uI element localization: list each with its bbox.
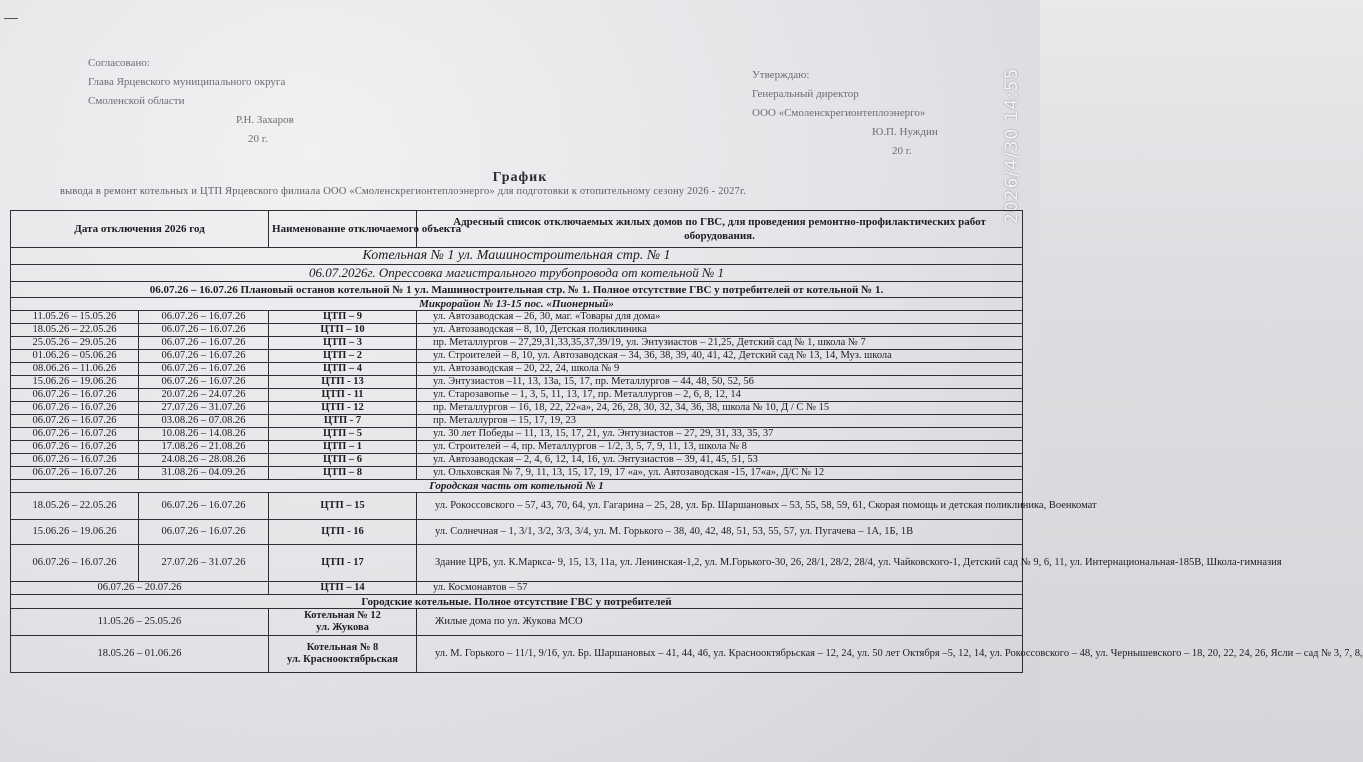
approval-right-line1: Генеральный директор — [752, 88, 859, 100]
object-cell: ЦТП – 15 — [269, 493, 417, 520]
city-boilers-title: Городские котельные. Полное отсутствие ГВС у потребителей — [11, 595, 1023, 609]
approval-right-date: 20 г. — [892, 145, 912, 157]
date-cell-1: 06.07.26 – 16.07.26 — [11, 428, 139, 441]
table-row — [11, 402, 1023, 415]
planned-stop-text: 06.07.26 – 16.07.26 Плановый останов котельной № 1 ул. Машиностроительная стр. № 1. Полное отсутствие ГВС у потребителей от котельной № 1. — [11, 282, 1023, 298]
approval-left-line2: Смоленской области — [88, 95, 185, 107]
table-header-row — [11, 211, 1023, 248]
address-cell: ул. Автозаводская – 26, 30, маг. «Товары для дома» — [417, 311, 1023, 324]
table-row — [11, 520, 1023, 545]
table-row — [11, 454, 1023, 467]
date-cell-1: 18.05.26 – 22.05.26 — [11, 324, 139, 337]
date-cell-1: 06.07.26 – 16.07.26 — [11, 415, 139, 428]
date-cell-2: 17.08.26 – 21.08.26 — [139, 441, 269, 454]
table-row — [11, 493, 1023, 520]
object-cell: ЦТП – 1 — [269, 441, 417, 454]
planned-stop-row — [11, 282, 1023, 298]
address-cell: ул. Строителей – 4, пр. Металлургов – 1/2, 3, 5, 7, 9, 11, 13, школа № 8 — [417, 441, 1023, 454]
date-cell-1: 15.06.26 – 19.06.26 — [11, 520, 139, 545]
table-row — [11, 609, 1023, 636]
date-cell: 06.07.26 – 20.07.26 — [11, 582, 269, 595]
approval-left-signature: Р.Н. Захаров — [236, 114, 294, 126]
date-cell: 18.05.26 – 01.06.26 — [11, 636, 269, 673]
date-cell-1: 15.06.26 – 19.06.26 — [11, 376, 139, 389]
object-cell: ЦТП – 8 — [269, 467, 417, 480]
boiler1-subtitle-row — [11, 265, 1023, 282]
date-cell-1: 06.07.26 – 16.07.26 — [11, 389, 139, 402]
table-row — [11, 428, 1023, 441]
table-row — [11, 467, 1023, 480]
table-row — [11, 415, 1023, 428]
corner-mark — [4, 18, 18, 19]
approval-left-line1: Глава Ярцевского муниципального округа — [88, 76, 286, 88]
object-cell: ЦТП - 11 — [269, 389, 417, 402]
table-row — [11, 363, 1023, 376]
object-cell: ЦТП – 4 — [269, 363, 417, 376]
approval-left-heading: Согласовано: — [88, 57, 150, 69]
table-row — [11, 311, 1023, 324]
table-row — [11, 324, 1023, 337]
address-cell: Жилые дома по ул. Жукова МСО — [417, 609, 1023, 636]
address-cell: ул. Космонавтов – 57 — [417, 582, 1023, 595]
table-row — [11, 636, 1023, 673]
date-cell-1: 06.07.26 – 16.07.26 — [11, 441, 139, 454]
object-cell: ЦТП – 6 — [269, 454, 417, 467]
address-cell: ул. Автозаводская – 20, 22, 24, школа № 9 — [417, 363, 1023, 376]
date-cell-1: 06.07.26 – 16.07.26 — [11, 454, 139, 467]
date-cell-1: 01.06.26 – 05.06.26 — [11, 350, 139, 363]
table-row — [11, 545, 1023, 582]
address-cell: ул. Рокоссовского – 57, 43, 70, 64, ул. Гагарина – 25, 28, ул. Бр. Шаршановых – 53, 55, 58, 59, 61, Скорая помощь и детская поликлиника, Военкомат — [417, 493, 1023, 520]
city-section-title: Городская часть от котельной № 1 — [11, 480, 1023, 493]
date-cell-2: 20.07.26 – 24.07.26 — [139, 389, 269, 402]
micro-section-title: Микрорайон № 13-15 пос. «Пионерный» — [11, 298, 1023, 311]
header-object: Наименование отключаемого объекта — [269, 211, 417, 248]
address-cell: ул. Старозавопье – 1, 3, 5, 11, 13, 17, пр. Металлургов – 2, 6, 8, 12, 14 — [417, 389, 1023, 402]
date-cell-2: 06.07.26 – 16.07.26 — [139, 337, 269, 350]
address-cell: ул. Автозаводская – 2, 4, 6, 12, 14, 16, ул. Энтузиастов – 39, 41, 45, 51, 53 — [417, 454, 1023, 467]
object-cell: ЦТП - 7 — [269, 415, 417, 428]
table-row — [11, 389, 1023, 402]
date-cell-2: 10.08.26 – 14.08.26 — [139, 428, 269, 441]
date-cell-2: 06.07.26 – 16.07.26 — [139, 324, 269, 337]
address-cell: ул. Строителей – 8, 10, ул. Автозаводская – 34, 36, 38, 39, 40, 41, 42, Детский сад № 13, 14, Муз. школа — [417, 350, 1023, 363]
object-cell — [269, 636, 417, 673]
object-cell: ЦТП - 12 — [269, 402, 417, 415]
date-cell-1: 06.07.26 – 16.07.26 — [11, 467, 139, 480]
date-cell: 11.05.26 – 25.05.26 — [11, 609, 269, 636]
boiler1-title: Котельная № 1 ул. Машиностроительная стр. № 1 — [11, 248, 1023, 265]
boiler-name: Котельная № 8 — [306, 642, 379, 653]
approval-right-signature: Ю.П. Нуждин — [872, 126, 938, 138]
address-cell: ул. Энтузиастов –11, 13, 13а, 15, 17, пр. Металлургов – 44, 48, 50, 52, 56 — [417, 376, 1023, 389]
object-cell: ЦТП – 9 — [269, 311, 417, 324]
header-address: Адресный список отключаемых жилых домов по ГВС, для проведения ремонтно-профилактических работ оборудования. — [417, 211, 1023, 248]
table-row — [11, 350, 1023, 363]
approval-right-block — [752, 66, 938, 161]
date-cell-1: 11.05.26 – 15.05.26 — [11, 311, 139, 324]
date-cell-2: 27.07.26 – 31.07.26 — [139, 545, 269, 582]
address-cell: пр. Металлургов – 16, 18, 22, 22«а», 24, 26, 28, 30, 32, 34, 36, 38, школа № 10, Д / С № 15 — [417, 402, 1023, 415]
date-cell-1: 08.06.26 – 11.06.26 — [11, 363, 139, 376]
header-date: Дата отключения 2026 год — [11, 211, 269, 248]
address-cell: пр. Металлургов – 15, 17, 19, 23 — [417, 415, 1023, 428]
city-boilers-section-row — [11, 595, 1023, 609]
object-cell: ЦТП – 14 — [269, 582, 417, 595]
address-cell: ул. Автозаводская – 8, 10, Детская поликлиника — [417, 324, 1023, 337]
table-row — [11, 441, 1023, 454]
date-cell-2: 06.07.26 – 16.07.26 — [139, 520, 269, 545]
photo-timestamp: 2026/4/30 14:55 — [1002, 67, 1022, 224]
address-cell: ул. Солнечная – 1, 3/1, 3/2, 3/3, 3/4, ул. М. Горького – 38, 40, 42, 48, 51, 53, 55, 57, ул. Пугачева – 1А, 1Б, 1В — [417, 520, 1023, 545]
date-cell-2: 06.07.26 – 16.07.26 — [139, 350, 269, 363]
date-cell-1: 06.07.26 – 16.07.26 — [11, 402, 139, 415]
date-cell-2: 27.07.26 – 31.07.26 — [139, 402, 269, 415]
object-cell: ЦТП - 13 — [269, 376, 417, 389]
schedule-table — [10, 210, 1363, 673]
boiler1-title-row — [11, 248, 1023, 265]
date-cell-1: 25.05.26 – 29.05.26 — [11, 337, 139, 350]
address-cell: пр. Металлургов – 27,29,31,33,35,37,39/19, ул. Энтузиастов – 21,25, Детский сад № 1, школа № 7 — [417, 337, 1023, 350]
boiler-street: ул. Жукова — [316, 622, 369, 633]
micro-section-row — [11, 298, 1023, 311]
address-cell: ул. М. Горького – 11/1, 9/16, ул. Бр. Шаршановых – 41, 44, 46, ул. Краснооктябрьская – 12, 24, ул. 50 лет Октября –5, 12, 14, ул. Рокоссовского – 48, ул. Чернышевского – 18, 20, 22, 24, 26, Ясли – сад № 3, 7, 8, — [417, 636, 1023, 673]
date-cell-2: 06.07.26 – 16.07.26 — [139, 493, 269, 520]
boiler1-subtitle: 06.07.2026г. Опрессовка магистрального трубопровода от котельной № 1 — [11, 265, 1023, 282]
document-subtitle: вывода в ремонт котельных и ЦТП Ярцевского филиала ООО «Смоленскрегионтеплоэнерго» для подготовки к отопительному сезону 2026 - 2027г. — [60, 186, 747, 197]
object-cell — [269, 609, 417, 636]
approval-right-heading: Утверждаю: — [752, 69, 810, 81]
document-title: График — [492, 170, 548, 185]
object-cell: ЦТП - 16 — [269, 520, 417, 545]
date-cell-1: 06.07.26 – 16.07.26 — [11, 545, 139, 582]
date-cell-2: 06.07.26 – 16.07.26 — [139, 376, 269, 389]
approval-left-block — [88, 54, 294, 149]
address-cell: Здание ЦРБ, ул. К.Маркса- 9, 15, 13, 11а, ул. Ленинская-1,2, ул. М.Горького-30, 26, 28/1, 28/2, 28/4, ул. Чайковского-1, Детский сад № 9, 6, 11, ул. Интернациональная-185В, Школа-гимназия — [417, 545, 1023, 582]
object-cell: ЦТП – 10 — [269, 324, 417, 337]
address-cell: ул. 30 лет Победы – 11, 13, 15, 17, 21, ул. Энтузиастов – 27, 29, 31, 33, 35, 37 — [417, 428, 1023, 441]
approval-left-date: 20 г. — [248, 133, 268, 145]
date-cell-2: 06.07.26 – 16.07.26 — [139, 363, 269, 376]
table-row — [11, 582, 1023, 595]
date-cell-2: 03.08.26 – 07.08.26 — [139, 415, 269, 428]
city-section-row — [11, 480, 1023, 493]
address-cell: ул. Ольховская № 7, 9, 11, 13, 15, 17, 19, 17 «а», ул. Автозаводская -15, 17«а», Д/С № 12 — [417, 467, 1023, 480]
date-cell-2: 06.07.26 – 16.07.26 — [139, 311, 269, 324]
boiler-street: ул. Краснооктябрьская — [287, 654, 398, 665]
object-cell: ЦТП – 3 — [269, 337, 417, 350]
date-cell-2: 31.08.26 – 04.09.26 — [139, 467, 269, 480]
object-cell: ЦТП – 5 — [269, 428, 417, 441]
approval-right-line2: ООО «Смоленскрегионтеплоэнерго» — [752, 107, 926, 119]
object-cell: ЦТП – 2 — [269, 350, 417, 363]
object-cell: ЦТП - 17 — [269, 545, 417, 582]
table-row — [11, 337, 1023, 350]
table-row — [11, 376, 1023, 389]
date-cell-2: 24.08.26 – 28.08.26 — [139, 454, 269, 467]
date-cell-1: 18.05.26 – 22.05.26 — [11, 493, 139, 520]
boiler-name: Котельная № 12 — [304, 610, 381, 621]
